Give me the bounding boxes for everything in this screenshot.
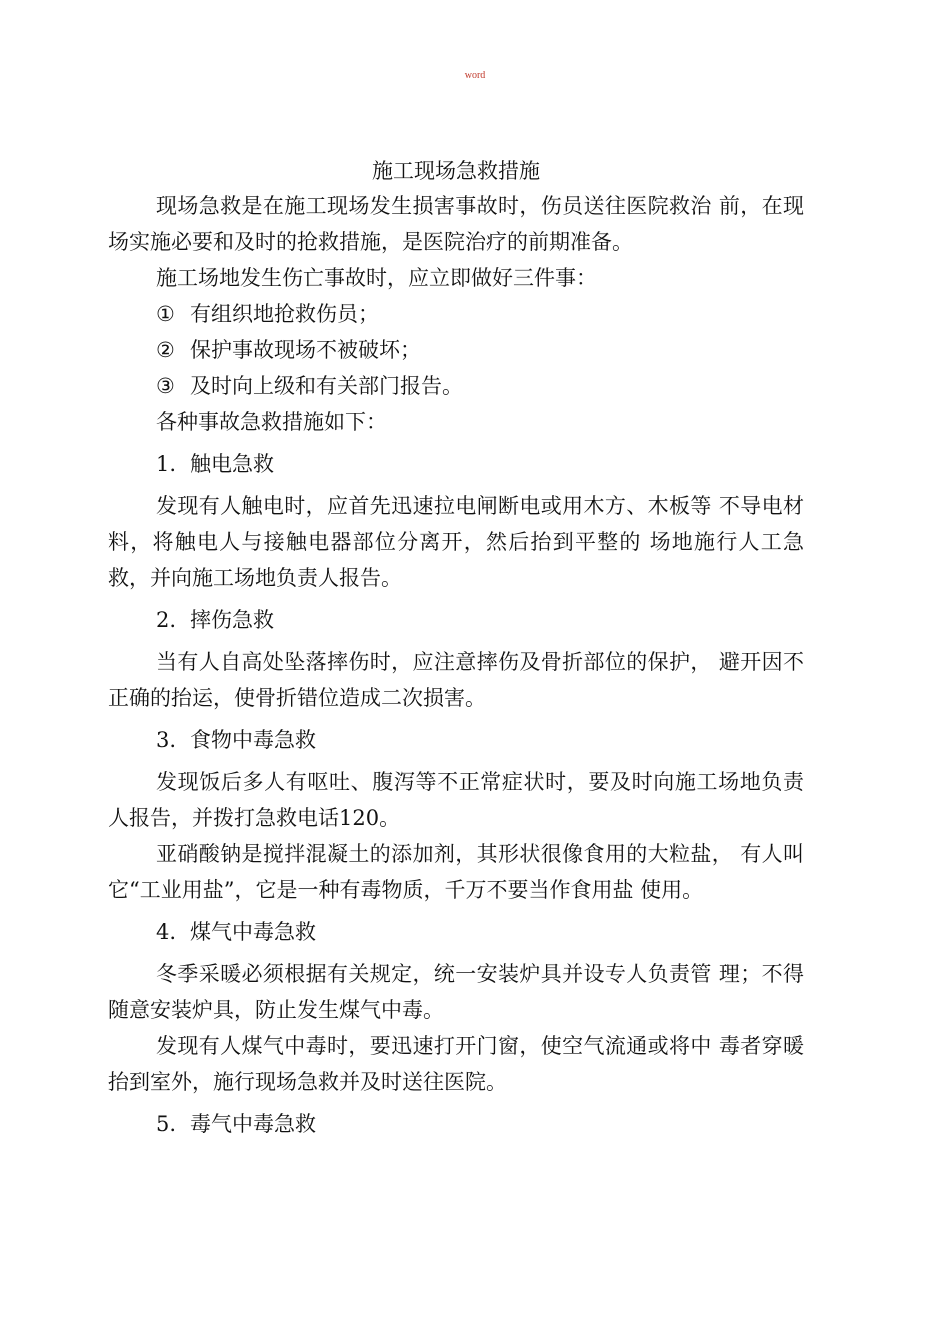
section-title: 触电急救 (190, 452, 274, 476)
section-title: 食物中毒急救 (190, 728, 316, 752)
section-number: 5. (156, 1112, 177, 1136)
list-marker: ① (156, 302, 175, 326)
section-number: 4. (156, 920, 177, 944)
section-number: 2. (156, 608, 177, 632)
section-paragraph: 冬季采暖必须根据有关规定，统一安装炉具并设专人负责管 理；不得随意安装炉具，防止发生煤气中毒。 (108, 962, 804, 1022)
list-marker: ② (156, 338, 175, 362)
section-food-poisoning (108, 722, 804, 908)
measures-lead: 各种事故急救措施如下： (156, 410, 387, 434)
section-heading (108, 446, 804, 482)
section-title: 毒气中毒急救 (190, 1112, 316, 1136)
list-item (108, 296, 804, 332)
list-item-text: 保护事故现场不被破坏； (190, 338, 421, 362)
section-title: 煤气中毒急救 (190, 920, 316, 944)
section-paragraph: 发现有人煤气中毒时，要迅速打开门窗，使空气流通或将中 毒者穿暖抬到室外，施行现场急救并及时送往医院。 (108, 1034, 804, 1094)
section-number: 3. (156, 728, 177, 752)
section-electric-shock (108, 446, 804, 596)
list-marker: ③ (156, 374, 175, 398)
list-item-text: 有组织地抢救伤员； (190, 302, 379, 326)
header-watermark: word (464, 70, 486, 81)
intro-paragraph: 现场急救是在施工现场发生损害事故时，伤员送往医院救治 前，在现场实施必要和及时的抢救措施，是医院治疗的前期准备。 (108, 194, 804, 254)
three-things-lead: 施工场地发生伤亡事故时，应立即做好三件事： (156, 266, 597, 290)
section-paragraph: 发现有人触电时，应首先迅速拉电闸断电或用木方、木板等 不导电材料，将触电人与接触电器部位分离开，然后抬到平整的 场地施行人工急救，并向施工场地负责人报告。 (108, 494, 804, 590)
document-body (108, 154, 804, 1148)
three-things-list (108, 296, 804, 404)
section-gas-poisoning (108, 914, 804, 1100)
section-title: 摔伤急救 (190, 608, 274, 632)
section-paragraph: 亚硝酸钠是搅拌混凝土的添加剂，其形状很像食用的大粒盐， 有人叫它“工业用盐”，它是一种有毒物质，千万不要当作食用盐 使用。 (108, 842, 804, 902)
section-heading (108, 914, 804, 950)
list-item (108, 368, 804, 404)
section-paragraph: 当有人自高处坠落摔伤时，应注意摔伤及骨折部位的保护， 避开因不正确的抬运，使骨折错位造成二次损害。 (108, 650, 804, 710)
section-heading (108, 602, 804, 638)
document-title: 施工现场急救措施 (372, 159, 540, 183)
list-item (108, 332, 804, 368)
section-paragraph: 发现饭后多人有呕吐、腹泻等不正常症状时，要及时向施工场地负责人报告，并拨打急救电话120。 (108, 770, 804, 830)
section-fall-injury (108, 602, 804, 716)
list-item-text: 及时向上级和有关部门报告。 (190, 374, 463, 398)
section-heading (108, 722, 804, 758)
section-number: 1. (156, 452, 177, 476)
section-heading (108, 1106, 804, 1142)
section-toxic-gas (108, 1106, 804, 1142)
